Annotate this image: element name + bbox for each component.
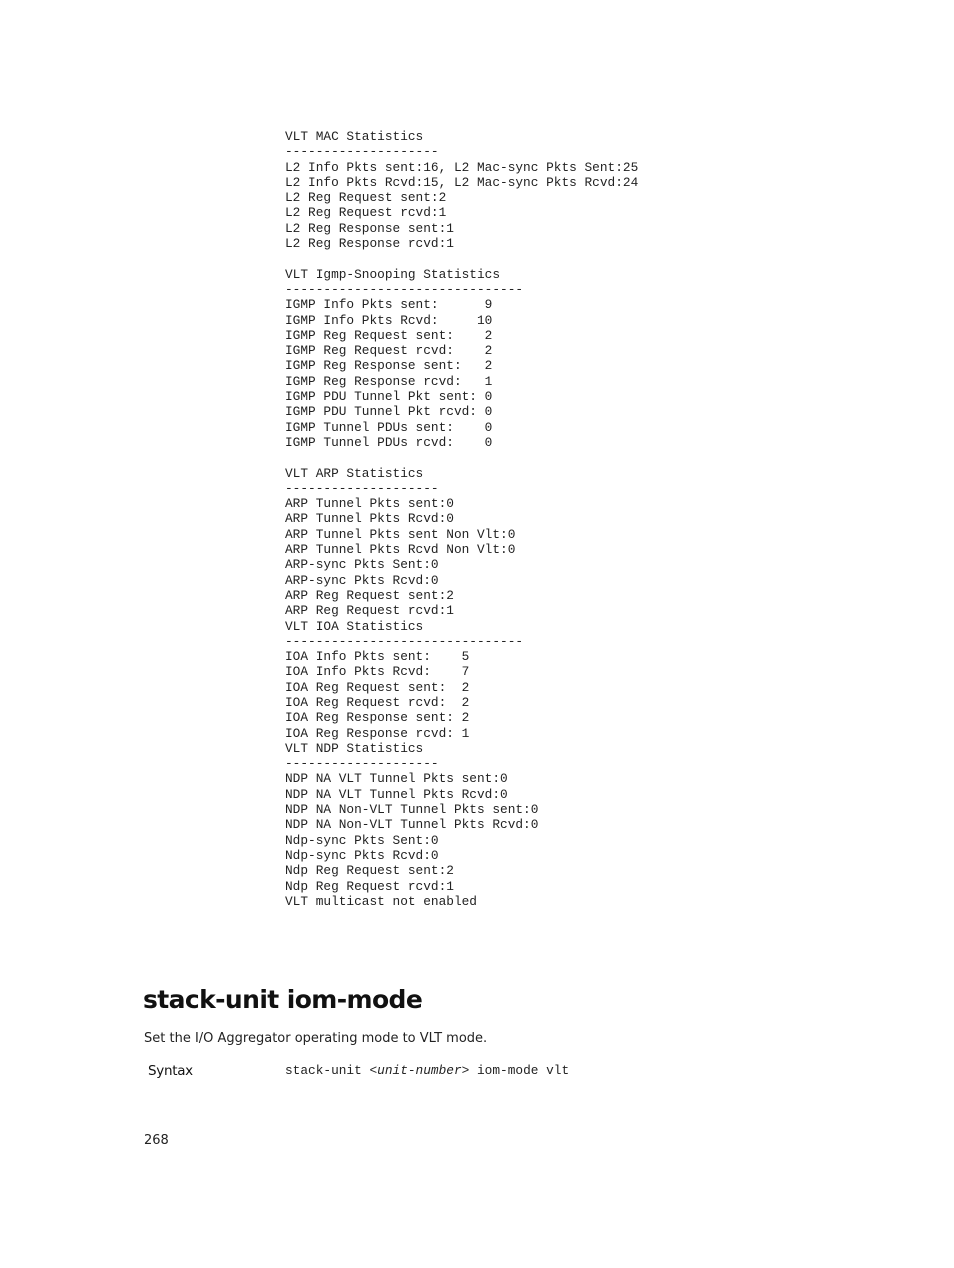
code-line: IGMP Reg Request sent: 2 xyxy=(285,327,493,343)
code-line: Ndp-sync Pkts Rcvd:0 xyxy=(285,847,439,863)
code-line: -------------------- xyxy=(285,144,439,160)
code-line: VLT Igmp-Snooping Statistics xyxy=(285,266,501,282)
code-line: IOA Reg Response sent: 2 xyxy=(285,710,470,726)
code-line: ARP Reg Request sent:2 xyxy=(285,587,454,603)
code-line: IGMP Info Pkts Rcvd: 10 xyxy=(285,312,493,328)
code-line: ARP-sync Pkts Sent:0 xyxy=(285,557,439,573)
code-line: NDP NA VLT Tunnel Pkts Rcvd:0 xyxy=(285,786,508,802)
code-line: L2 Reg Request rcvd:1 xyxy=(285,205,447,221)
syntax-command-prefix: stack-unit < xyxy=(285,1063,378,1078)
code-line: VLT MAC Statistics xyxy=(285,129,424,144)
section-description: Set the I/O Aggregator operating mode to VLT mode. xyxy=(144,1031,488,1046)
code-line xyxy=(285,251,638,266)
code-line: L2 Info Pkts sent:16, L2 Mac-sync Pkts Sent:25 xyxy=(285,159,639,175)
code-line: Ndp-sync Pkts Sent:0 xyxy=(285,832,439,848)
code-line: ------------------------------- xyxy=(285,633,524,649)
code-line: IOA Reg Request sent: 2 xyxy=(285,679,470,695)
code-line: IGMP Reg Response rcvd: 1 xyxy=(285,373,493,389)
syntax-command xyxy=(285,1063,569,1079)
code-line: ARP Tunnel Pkts sent:0 xyxy=(285,496,454,512)
code-line: ARP Tunnel Pkts Rcvd:0 xyxy=(285,511,454,527)
code-line: IGMP PDU Tunnel Pkt sent: 0 xyxy=(285,389,493,405)
syntax-command-suffix: > iom-mode vlt xyxy=(461,1063,570,1078)
code-line: ------------------------------- xyxy=(285,281,524,297)
code-line: ARP Tunnel Pkts Rcvd Non Vlt:0 xyxy=(285,542,516,558)
section-heading: stack-unit iom-mode xyxy=(143,985,423,1014)
code-line: VLT IOA Statistics xyxy=(285,618,424,634)
code-line: L2 Reg Request sent:2 xyxy=(285,190,447,206)
code-line: L2 Reg Response sent:1 xyxy=(285,220,454,236)
code-line: -------------------- xyxy=(285,756,439,772)
code-line xyxy=(285,450,638,465)
code-line: Ndp Reg Request sent:2 xyxy=(285,863,454,879)
code-line: IOA Reg Response rcvd: 1 xyxy=(285,725,470,741)
code-line: ARP Tunnel Pkts sent Non Vlt:0 xyxy=(285,526,516,542)
code-line: IOA Reg Request rcvd: 2 xyxy=(285,694,470,710)
code-line: IGMP Tunnel PDUs rcvd: 0 xyxy=(285,434,493,450)
code-line: NDP NA VLT Tunnel Pkts sent:0 xyxy=(285,771,508,787)
code-line: VLT ARP Statistics xyxy=(285,465,424,481)
code-line: IGMP Reg Response sent: 2 xyxy=(285,358,493,374)
code-line: ARP Reg Request rcvd:1 xyxy=(285,603,454,619)
code-line: ARP-sync Pkts Rcvd:0 xyxy=(285,572,439,588)
code-line: IGMP PDU Tunnel Pkt rcvd: 0 xyxy=(285,404,493,420)
code-line: Ndp Reg Request rcvd:1 xyxy=(285,878,454,894)
code-line: NDP NA Non-VLT Tunnel Pkts Rcvd:0 xyxy=(285,817,539,833)
syntax-label: Syntax xyxy=(148,1063,193,1079)
code-line: IGMP Tunnel PDUs sent: 0 xyxy=(285,419,493,435)
code-line: L2 Info Pkts Rcvd:15, L2 Mac-sync Pkts Rcvd:24 xyxy=(285,174,639,190)
code-line: IGMP Reg Request rcvd: 2 xyxy=(285,343,493,359)
code-line: VLT NDP Statistics xyxy=(285,740,424,756)
code-line: IOA Info Pkts sent: 5 xyxy=(285,649,470,665)
code-line: IGMP Info Pkts sent: 9 xyxy=(285,297,493,313)
page-number: 268 xyxy=(144,1133,169,1148)
code-line: NDP NA Non-VLT Tunnel Pkts sent:0 xyxy=(285,802,539,818)
syntax-parameter: unit-number xyxy=(377,1063,462,1078)
command-output-block xyxy=(285,129,638,909)
code-line: -------------------- xyxy=(285,480,439,496)
code-line: VLT multicast not enabled xyxy=(285,893,477,909)
code-line: L2 Reg Response rcvd:1 xyxy=(285,236,454,252)
code-line: IOA Info Pkts Rcvd: 7 xyxy=(285,664,470,680)
